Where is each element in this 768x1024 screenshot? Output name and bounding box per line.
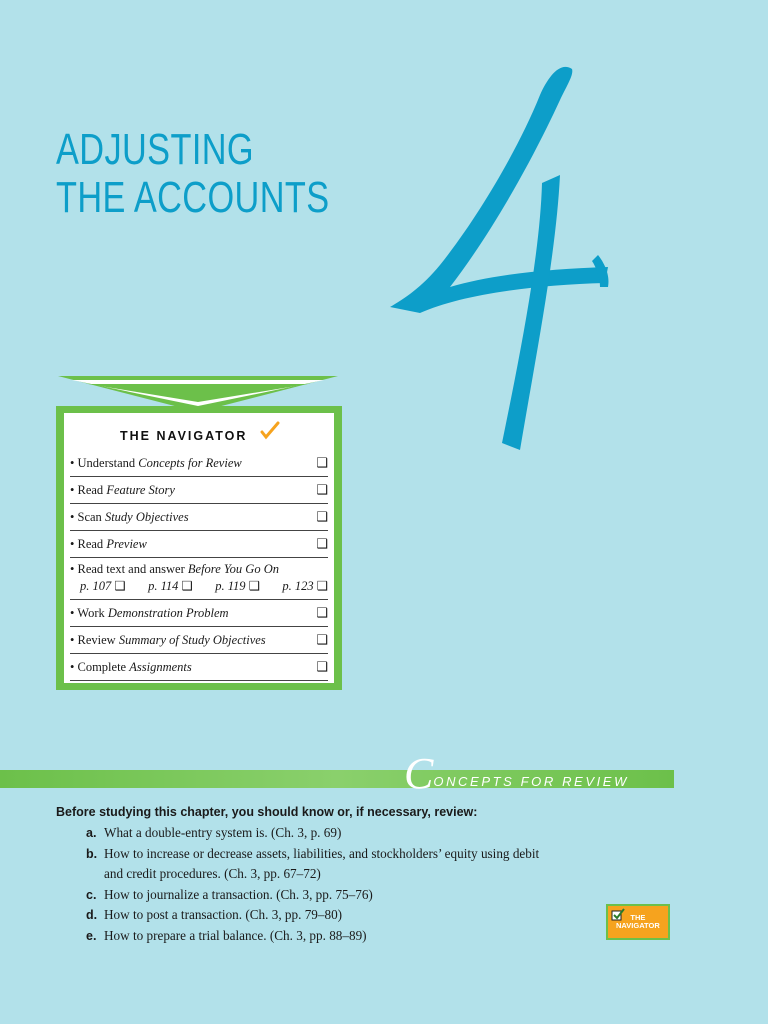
checkbox-icon[interactable]: ❑	[316, 605, 328, 620]
item-text: How to journalize a transaction. (Ch. 3, pp. 75–76)	[104, 886, 373, 902]
concepts-intro: Before studying this chapter, you should know or, if necessary, review:	[56, 805, 478, 819]
item-letter: d.	[86, 908, 98, 922]
navigator-badge-text	[616, 914, 660, 930]
checkbox-icon[interactable]: ❑	[114, 579, 126, 593]
chapter-title-line2: THE ACCOUNTS	[56, 173, 330, 222]
checkbox-icon[interactable]: ❑	[316, 536, 328, 551]
concept-item	[84, 823, 554, 844]
concept-item	[84, 844, 554, 885]
item-text: How to post a transaction. (Ch. 3, pp. 79–80)	[104, 907, 343, 922]
checkbox-icon[interactable]: ❑	[316, 509, 328, 524]
navigator-item	[70, 600, 328, 627]
navigator-item	[70, 627, 328, 654]
navigator-checklist	[70, 450, 328, 681]
checkbox-icon[interactable]: ❑	[316, 482, 328, 497]
item-text: How to increase or decrease assets, liabilities, and stockholders’ equity using debit and credit procedures. (Ch. 3, pp. 67–72)	[104, 845, 540, 881]
item-letter: a.	[86, 826, 97, 840]
checkbox-icon[interactable]: ❑	[316, 579, 328, 593]
navigator-item	[70, 504, 328, 531]
navigator-title: THE NAVIGATOR	[120, 429, 248, 443]
item-prefix: • Read	[70, 537, 107, 551]
page-check	[282, 578, 328, 594]
badge-line1: THE	[630, 913, 646, 922]
item-text: What a double-entry system is. (Ch. 3, p. 69)	[104, 825, 342, 840]
badge-line2: NAVIGATOR	[616, 921, 660, 930]
checkbox-icon[interactable]: ❑	[316, 632, 328, 647]
page-ref: p. 114	[148, 579, 179, 593]
chapter-number-graphic	[370, 55, 630, 465]
concept-item	[84, 885, 554, 906]
concepts-banner-heading	[404, 749, 629, 798]
navigator-item	[70, 450, 328, 477]
item-letter: c.	[86, 887, 97, 902]
item-prefix: • Read text and answer	[70, 562, 188, 576]
navigator-badge[interactable]	[606, 904, 670, 940]
page-check	[148, 578, 193, 594]
navigator-item	[70, 558, 328, 600]
navigator-item	[70, 531, 328, 558]
item-italic: Study Objectives	[104, 510, 189, 524]
page-check	[215, 578, 260, 594]
navigator-item	[70, 477, 328, 504]
page-check	[80, 578, 126, 594]
page-ref: p. 107	[80, 579, 112, 593]
chapter-title	[56, 126, 330, 222]
checkbox-icon[interactable]: ❑	[316, 659, 328, 674]
page-ref: p. 123	[282, 579, 314, 593]
item-text: How to prepare a trial balance. (Ch. 3, pp. 88–89)	[104, 927, 367, 943]
item-italic: Feature Story	[106, 483, 175, 497]
checkbox-icon[interactable]: ❑	[316, 455, 328, 470]
navigator-panel-inner	[64, 413, 334, 683]
item-prefix: • Review	[70, 633, 119, 647]
item-letter: b.	[86, 846, 98, 861]
item-prefix: • Understand	[70, 456, 139, 470]
navigator-item	[70, 654, 328, 681]
item-prefix: • Complete	[70, 660, 130, 674]
item-letter: e.	[86, 928, 97, 943]
banner-rest: ONCEPTS FOR REVIEW	[433, 774, 629, 789]
item-prefix: • Scan	[70, 510, 105, 524]
checkbox-icon[interactable]: ❑	[181, 579, 193, 593]
item-prefix: • Read	[70, 483, 107, 497]
item-prefix: • Work	[70, 606, 108, 620]
chapter-title-line1: ADJUSTING	[56, 125, 255, 174]
item-italic: Demonstration Problem	[107, 606, 229, 620]
concept-item	[84, 926, 554, 947]
item-italic: Before You Go On	[187, 562, 279, 576]
navigator-panel	[56, 406, 342, 690]
page-checklist	[70, 578, 328, 594]
item-italic: Preview	[106, 537, 147, 551]
concept-item	[84, 905, 554, 926]
item-italic: Concepts for Review	[138, 456, 242, 470]
banner-initial: C	[404, 749, 434, 798]
checkmark-icon	[260, 421, 280, 441]
page-ref: p. 119	[215, 579, 246, 593]
item-italic: Assignments	[129, 660, 192, 674]
concepts-list	[84, 823, 554, 946]
item-italic: Summary of Study Objectives	[118, 633, 266, 647]
checkbox-icon[interactable]: ❑	[248, 579, 260, 593]
